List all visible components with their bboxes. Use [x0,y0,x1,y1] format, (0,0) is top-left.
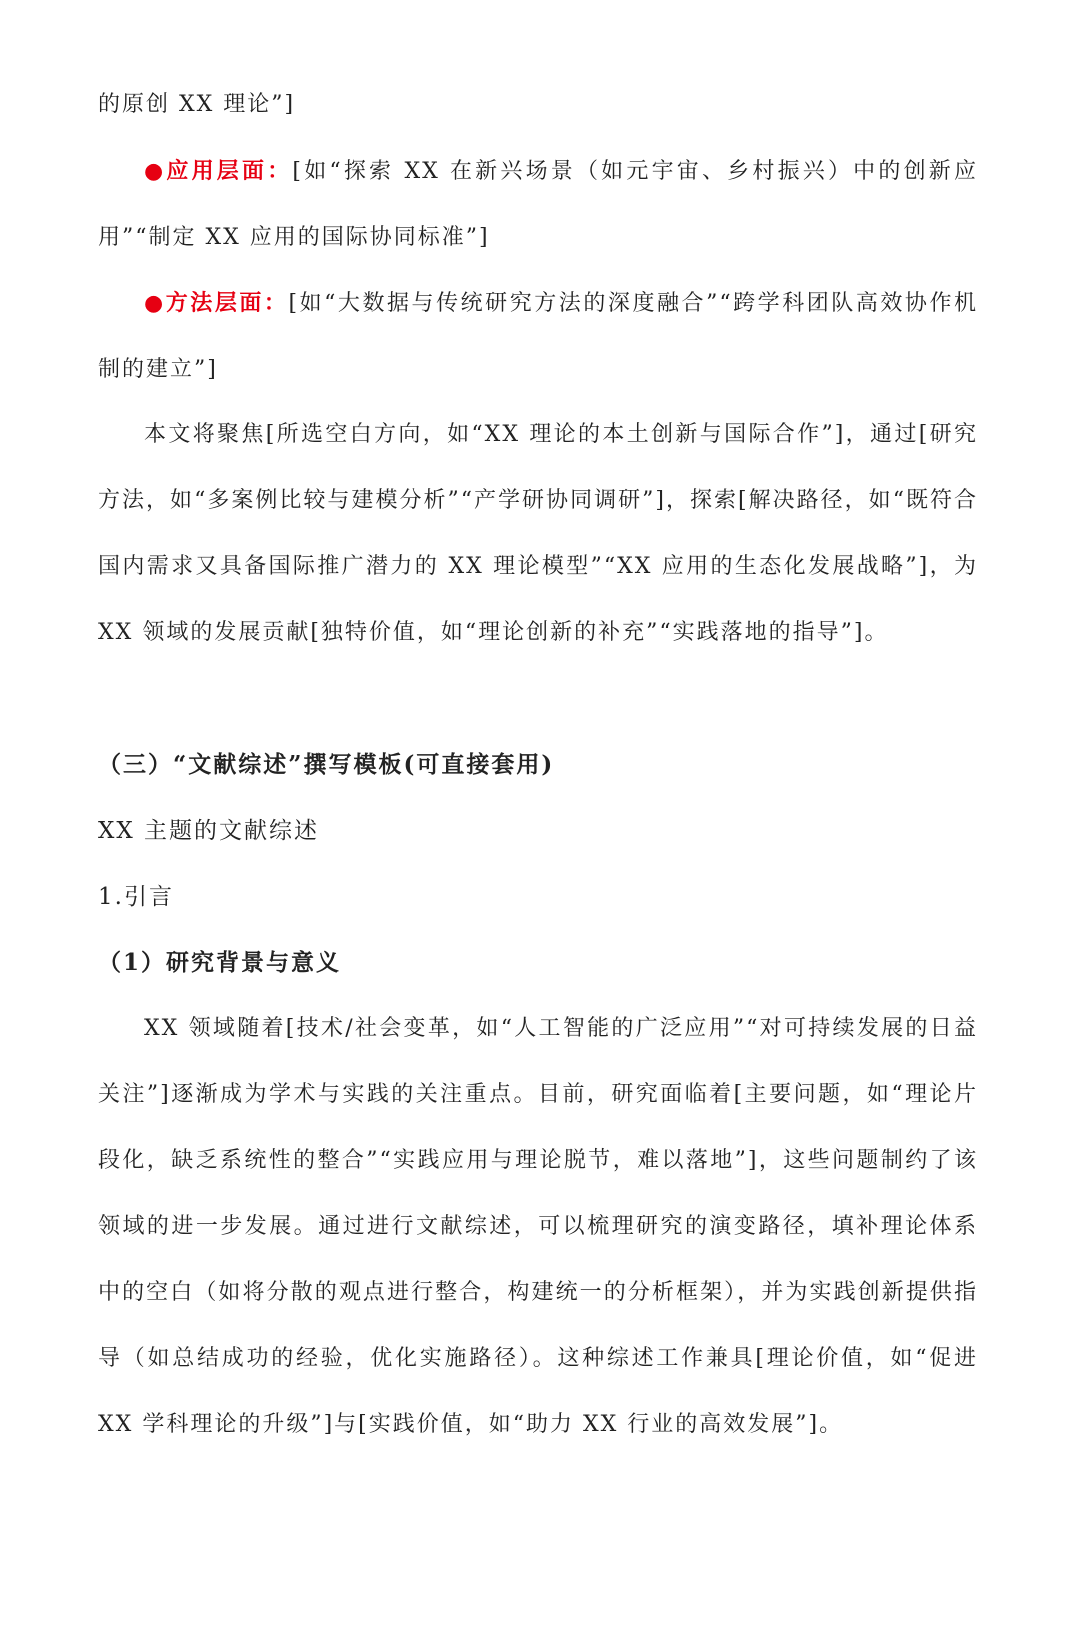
bullet-text: [如“探索 XX 在新兴场景（如元宇宙、乡村振兴）中的创新应用”“制定 XX 应用的国际协同标准”] [98,159,978,250]
doc-title: XX 主题的文献综述 [98,818,320,844]
bullet-label: 方法层面： [165,290,289,316]
bullet-text: [如“大数据与传统研究方法的深度融合”“跨学科团队高效协作机制的建立”] [98,291,978,382]
bullet-method [98,270,978,403]
subsubsection-title: （1）研究背景与意义 [98,949,342,976]
subsection-title: 1.引言 [98,884,174,910]
bullet-dot-icon: ● [144,291,166,316]
focus-paragraph: 本文将聚焦[所选空白方向，如“XX 理论的本土创新与国际合作”]，通过[研究方法，如“多案例比较与建模分析”“产学研协同调研”]，探索[解决路径，如“既符合国内需求又具备国际推广潜力的 XX 理论模型”“XX 应用的生态化发展战略”]，为 XX 领域的发展贡献[独特价值，如“理论创新的补充”“实践落地的指导”]。 [98,422,978,645]
bullet-application [98,138,978,271]
intro-tail-text: 的原创 XX 理论”] [98,92,296,117]
background-paragraph: XX 领域随着[技术/社会变革，如“人工智能的广泛应用”“对可持续发展的日益关注”]逐渐成为学术与实践的关注重点。目前，研究面临着[主要问题，如“理论片段化，缺乏系统性的整合”“实践应用与理论脱节，难以落地”]，这些问题制约了该领域的进一步发展。通过进行文献综述，可以梳理研究的演变路径，填补理论体系中的空白（如将分散的观点进行整合，构建统一的分析框架），并为实践创新提供指导（如总结成功的经验，优化实施路径）。这种综述工作兼具[理论价值，如“促进 XX 学科理论的升级”]与[实践价值，如“助力 XX 行业的高效发展”]。 [98,1016,978,1437]
bullet-label: 应用层面： [166,158,293,184]
bullet-dot-icon: ● [144,159,167,184]
section-heading: （三）“文献综述”撰写模板(可直接套用) [98,751,555,778]
